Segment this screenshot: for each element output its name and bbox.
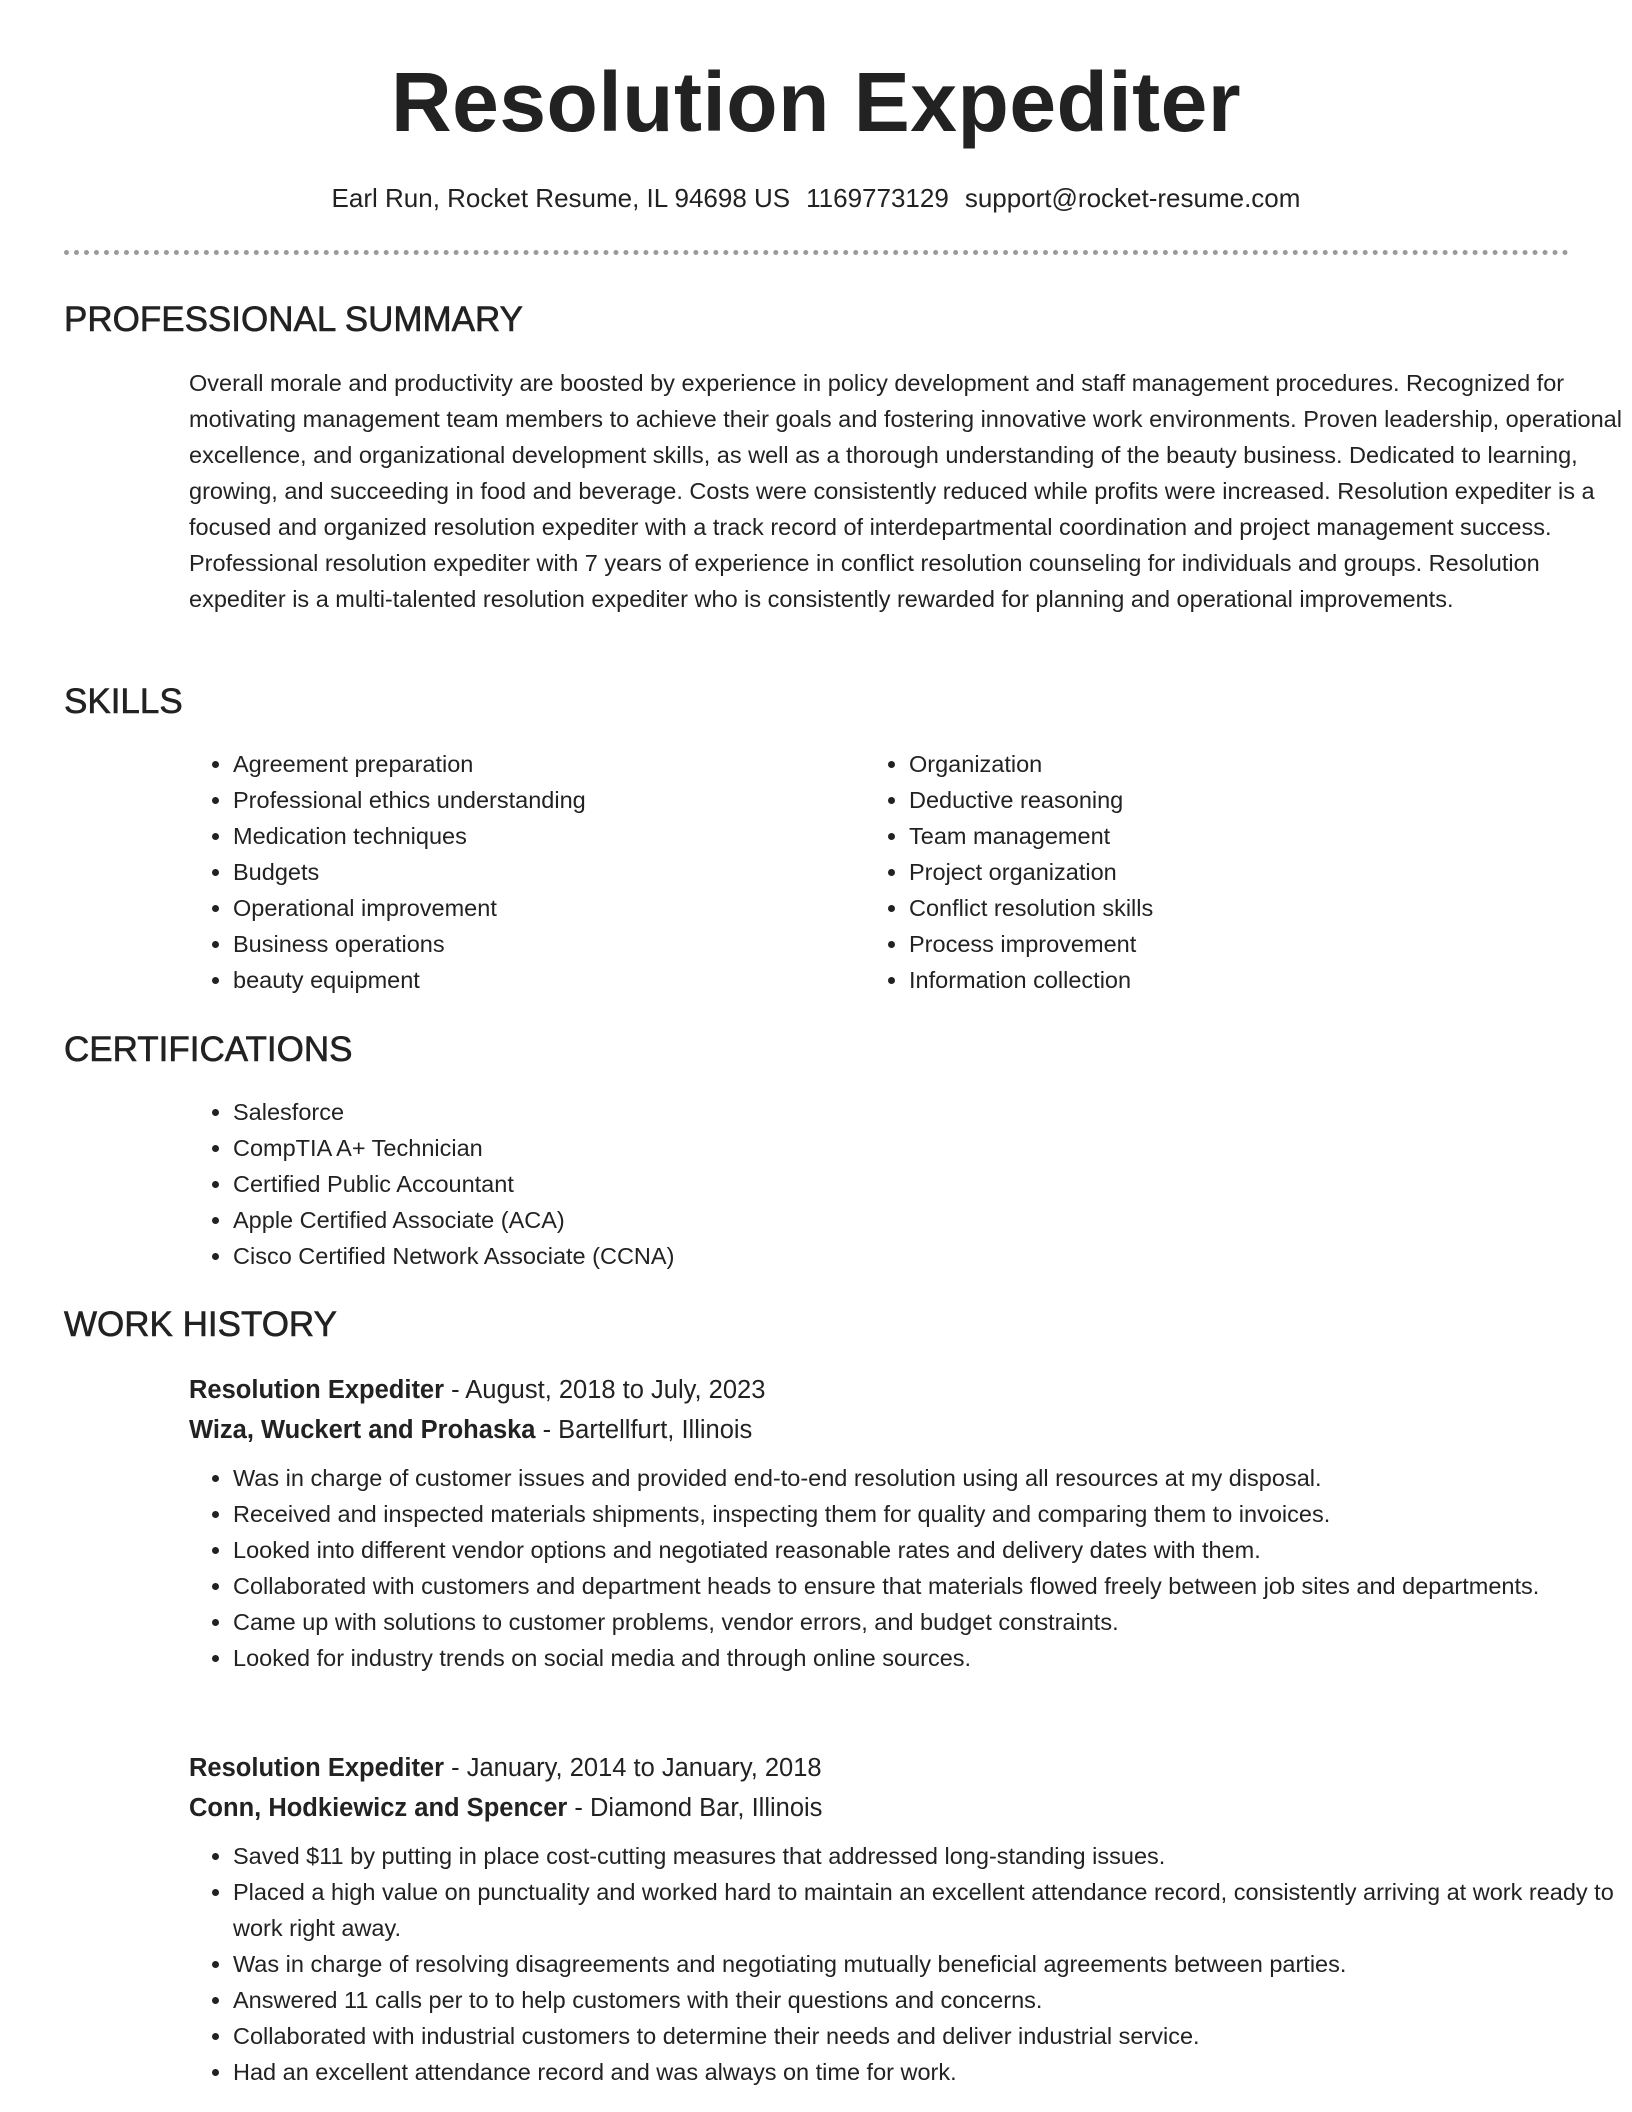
certifications-heading: CERTIFICATIONS [64, 1030, 353, 1069]
job-bullet: • Received and inspected materials shipments, inspecting them for quality and comparing them to invoices. [233, 1496, 1629, 1532]
job-dates: - January, 2014 to January, 2018 [444, 1754, 822, 1782]
skill-item: • Professional ethics understanding [233, 782, 849, 818]
job-location: - Bartellfurt, Illinois [535, 1416, 753, 1444]
certification-item: • Cisco Certified Network Associate (CCNA) [233, 1238, 1629, 1274]
skill-item: • Organization [909, 746, 1525, 782]
job-bullets [189, 1460, 1629, 1676]
job-bullet: • Came up with solutions to customer problems, vendor errors, and budget constraints. [233, 1604, 1629, 1640]
summary-section [64, 298, 1569, 342]
job-entry [189, 1370, 1629, 1676]
summary-heading: PROFESSIONAL SUMMARY [64, 300, 523, 339]
certifications-list-wrap [189, 1094, 1629, 1274]
certifications-list [189, 1094, 1629, 1274]
job-company-line [189, 1410, 1629, 1450]
job-company: Conn, Hodkiewicz and Spencer [189, 1794, 568, 1822]
skills-left-list [189, 746, 849, 998]
work-heading: WORK HISTORY [64, 1305, 337, 1344]
summary-text: Overall morale and productivity are boosted by experience in policy development and staff management procedures. Recognized for motivating management team members to achieve their goals and fostering innovative work environments. Proven leadership, operational excellence, and organizational development skills, as well as a thorough understanding of the beauty business. Dedicated to learning, growing, and succeeding in food and beverage. Costs were consistently reduced while profits were increased. Resolution expediter is a focused and organized resolution expediter with a track record of interdepartmental coordination and project management success. Professional resolution expediter with 7 years of experience in conflict resolution counseling for individuals and groups. Resolution expediter is a multi-talented resolution expediter who is consistently rewarded for planning and operational improvements. [189, 370, 1622, 612]
certification-item: • CompTIA A+ Technician [233, 1130, 1629, 1166]
work-section [64, 1303, 1569, 1347]
job-bullet: • Had an excellent attendance record and was always on time for work. [233, 2054, 1629, 2090]
job-title-line [189, 1370, 1629, 1410]
skill-item: • Budgets [233, 854, 849, 890]
contact-phone: 1169773129 [806, 183, 949, 213]
skills-heading: SKILLS [64, 682, 183, 721]
skills-right-column [865, 746, 1525, 998]
job-location: - Diamond Bar, Illinois [567, 1794, 823, 1822]
job-title-line [189, 1748, 1629, 1788]
contact-email: support@rocket-resume.com [964, 183, 1301, 213]
skill-item: • Operational improvement [233, 890, 849, 926]
job-bullet: • Looked into different vendor options and negotiated reasonable rates and delivery dates with them. [233, 1532, 1629, 1568]
skill-item: • Conflict resolution skills [909, 890, 1525, 926]
certification-item: • Salesforce [233, 1094, 1629, 1130]
job-bullet: • Saved $11 by putting in place cost-cutting measures that addressed long-standing issues. [233, 1838, 1629, 1874]
job-dates: - August, 2018 to July, 2023 [444, 1376, 766, 1404]
skill-item: • Deductive reasoning [909, 782, 1525, 818]
skills-section [64, 680, 1569, 724]
certifications-section [64, 1028, 1569, 1072]
job-role: Resolution Expediter [189, 1376, 445, 1404]
skill-item: • Business operations [233, 926, 849, 962]
job-bullet: • Answered 11 calls per to to help customers with their questions and concerns. [233, 1982, 1629, 2018]
skill-item: • Project organization [909, 854, 1525, 890]
job-role: Resolution Expediter [189, 1754, 445, 1782]
certification-item: • Apple Certified Associate (ACA) [233, 1202, 1629, 1238]
header-divider [64, 250, 1569, 255]
job-bullet: • Looked for industry trends on social media and through online sources. [233, 1640, 1629, 1676]
job-bullet: • Placed a high value on punctuality and worked hard to maintain an excellent attendance record, consistently arriving at work ready to work right away. [233, 1874, 1629, 1946]
job-bullet: • Collaborated with industrial customers to determine their needs and deliver industrial service. [233, 2018, 1629, 2054]
skill-item: • Medication techniques [233, 818, 849, 854]
job-company-line [189, 1788, 1629, 1828]
job-entry [189, 1748, 1629, 2090]
candidate-name: Resolution Expediter [390, 55, 1242, 149]
skill-item: • Information collection [909, 962, 1525, 998]
skill-item: • Process improvement [909, 926, 1525, 962]
skills-right-list [865, 746, 1525, 998]
job-bullets [189, 1838, 1629, 2090]
contact-address: Earl Run, Rocket Resume, IL 94698 US [331, 183, 791, 213]
certification-item: • Certified Public Accountant [233, 1166, 1629, 1202]
skills-left-column [189, 746, 849, 998]
job-bullet: • Was in charge of customer issues and provided end-to-end resolution using all resources at my disposal. [233, 1460, 1629, 1496]
contact-line [0, 181, 1632, 215]
job-company: Wiza, Wuckert and Prohaska [189, 1416, 536, 1444]
skill-item: • beauty equipment [233, 962, 849, 998]
job-bullet: • Collaborated with customers and department heads to ensure that materials flowed freely between job sites and departments. [233, 1568, 1629, 1604]
skill-item: • Agreement preparation [233, 746, 849, 782]
skill-item: • Team management [909, 818, 1525, 854]
job-bullet: • Was in charge of resolving disagreements and negotiating mutually beneficial agreements between parties. [233, 1946, 1629, 1982]
